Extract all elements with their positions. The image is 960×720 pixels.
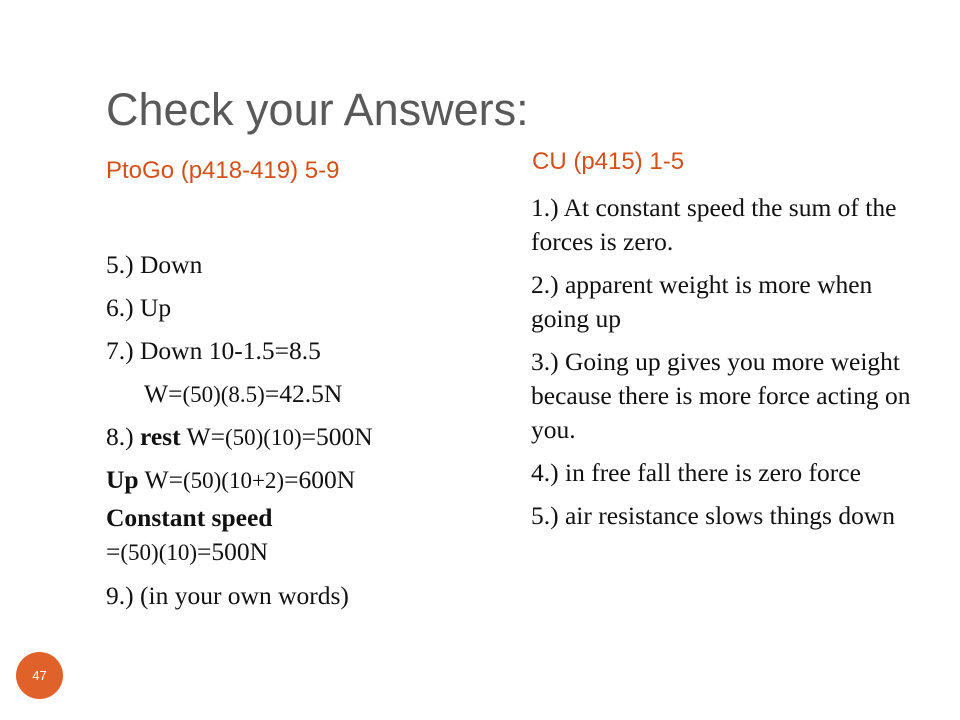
answer-8-constant-expr: (50)(10) xyxy=(120,540,198,565)
left-answers xyxy=(106,243,373,617)
answer-7-weight-pre: W= xyxy=(144,379,183,408)
answer-8-rest-pre: W= xyxy=(180,422,225,451)
cu-answer-2: 2.) apparent weight is more when going up xyxy=(531,270,873,333)
answer-7-weight xyxy=(106,372,373,415)
answer-8-up-result: =600N xyxy=(284,465,356,494)
answer-8-rest xyxy=(106,415,373,458)
answer-9: 9.) (in your own words) xyxy=(106,581,349,610)
slide-title: Check your Answers: xyxy=(106,84,529,135)
cu-answer-4: 4.) in free fall there is zero force xyxy=(531,458,861,487)
answer-8-rest-result: =500N xyxy=(301,422,373,451)
answer-7-weight-expr: (50)(8.5) xyxy=(182,382,265,407)
right-subtitle: CU (p415) 1-5 xyxy=(532,148,685,175)
right-answers xyxy=(531,191,926,542)
answer-8-up-expr: (50)(10+2) xyxy=(182,468,285,493)
answer-8-rest-label: rest xyxy=(140,422,181,451)
answer-8-number: 8.) xyxy=(106,422,140,451)
answer-8-constant-label-line xyxy=(106,501,373,535)
answer-8-up-label: Up xyxy=(106,465,139,494)
answer-8-constant-pre: = xyxy=(106,537,121,566)
answer-8-constant-value-line xyxy=(106,535,373,570)
answer-8-up xyxy=(106,458,373,501)
answer-8-rest-expr: (50)(10) xyxy=(224,425,302,450)
answer-8-constant-label: Constant speed xyxy=(106,503,273,532)
left-subtitle: PtoGo (p418-419) 5-9 xyxy=(106,157,340,184)
answer-6: 6.) Up xyxy=(106,293,172,322)
answer-8-constant-result: =500N xyxy=(197,537,269,566)
cu-answer-1: 1.) At constant speed the sum of the forces is zero. xyxy=(531,193,897,256)
answer-8-up-pre: W= xyxy=(138,465,183,494)
answer-5: 5.) Down xyxy=(106,250,203,279)
cu-answer-5: 5.) air resistance slows things down xyxy=(531,501,896,530)
page-number-badge: 47 xyxy=(16,652,63,699)
cu-answer-3: 3.) Going up gives you more weight because there is more force acting on you. xyxy=(531,347,911,444)
answer-7: 7.) Down 10-1.5=8.5 xyxy=(106,336,321,365)
answer-7-weight-result: =42.5N xyxy=(264,379,343,408)
answer-8-constant xyxy=(106,501,373,570)
